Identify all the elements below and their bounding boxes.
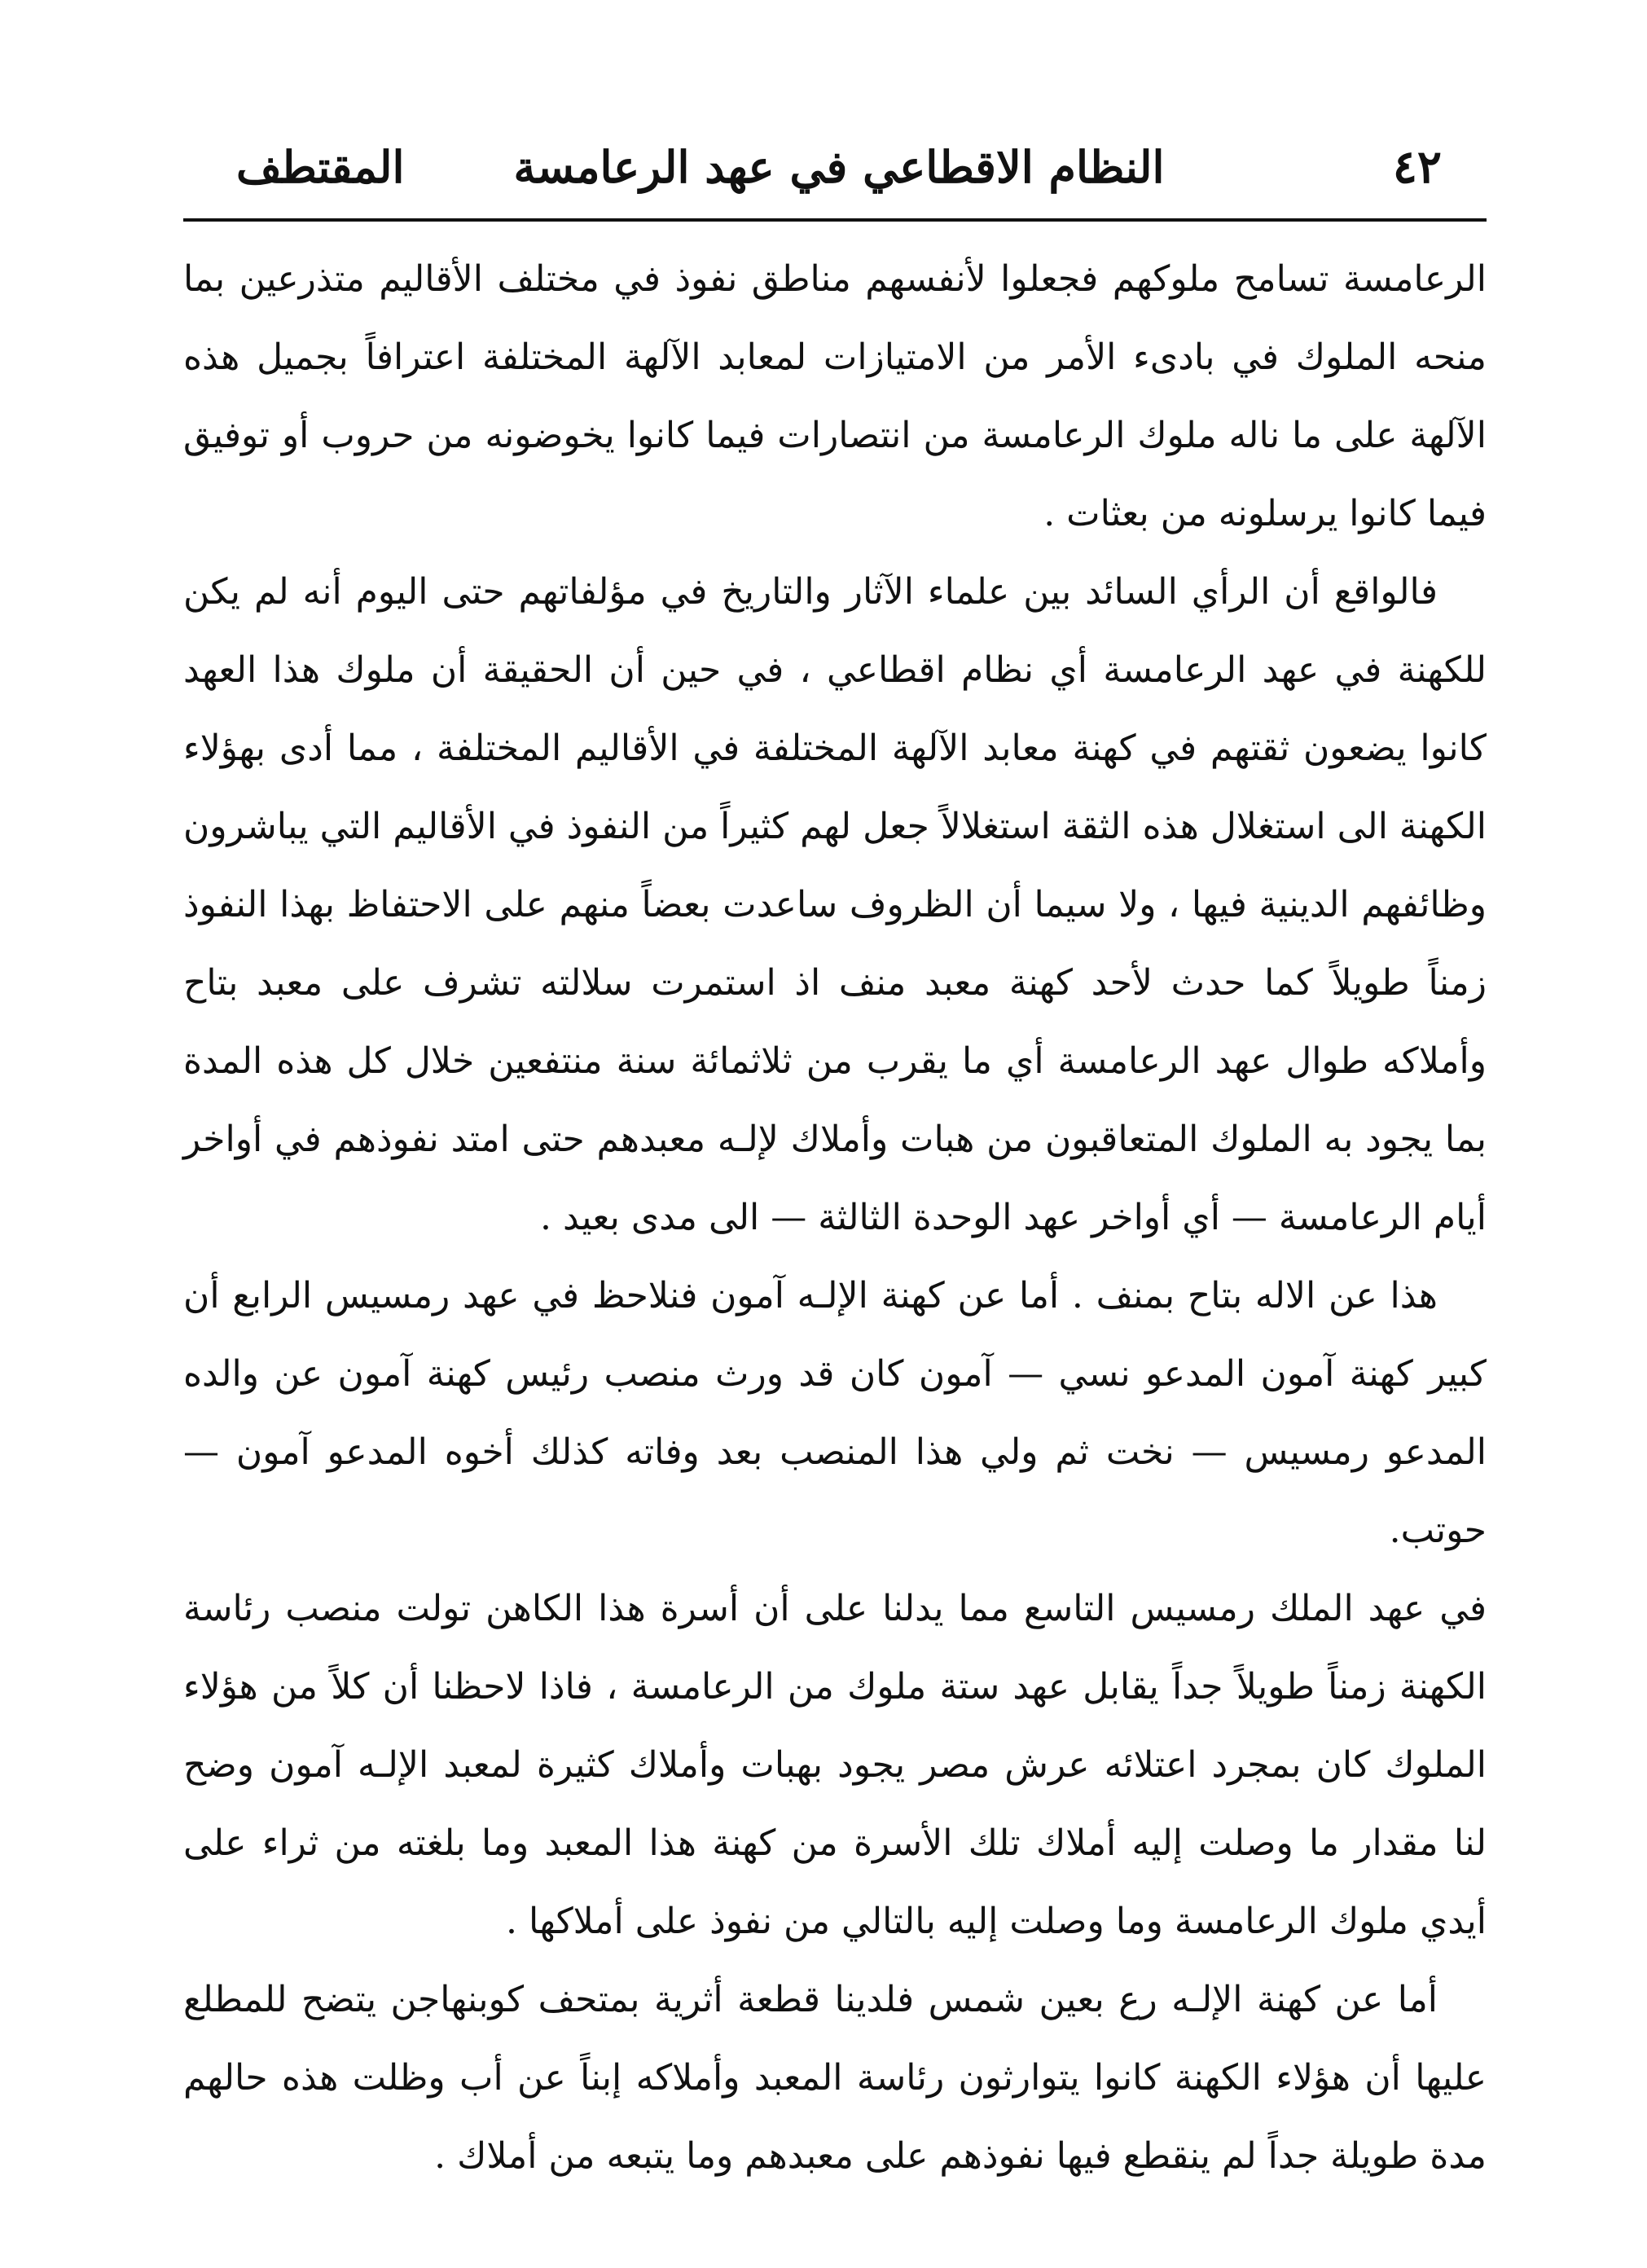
paragraph-3: هذا عن الاله بتاح بمنف . أما عن كهنة الإلـه آمون فنلاحظ في عهد رمسيس الرابع أن كبير كهنة آمون المدعو نسي — آمون كان قد ورث منصب رئيس كهنة آمون عن والده المدعو رمسيس — نخت ثم ولي هذا المنصب بعد وفاته كذلك أخوه المدعو آمون — حوتب.: [183, 1275, 1487, 1551]
article-body: [183, 240, 1487, 2195]
running-header: [236, 122, 1442, 212]
paragraph-5: أما عن كهنة الإلـه رع بعين شمس فلدينا قطعة أثرية بمتحف كوبنهاجن يتضح للمطلع عليها أن هؤلاء الكهنة كانوا يتوارثون رئاسة المعبد وأملاكه إبناً عن أب وظلت هذه حالهم مدة طويلة جداً لم ينقطع فيها نفوذهم على معبدهم وما يتبعه من أملاك .: [183, 1979, 1487, 2177]
paragraph-1: الرعامسة تسامح ملوكهم فجعلوا لأنفسهم مناطق نفوذ في مختلف الأقاليم متذرعين بما منحه الملوك في بادىء الأمر من الامتيازات لمعابد الآلهة المختلفة اعترافاً بجميل هذه الآلهة على ما ناله ملوك الرعامسة من انتصارات فيما كانوا يخوضونه من حروب أو توفيق فيما كانوا يرسلونه من بعثات .: [183, 258, 1487, 534]
header-divider: [183, 218, 1487, 222]
article-title: النظام الاقطاعي في عهد الرعامسة: [513, 141, 1165, 193]
paragraph-2: فالواقع أن الرأي السائد بين علماء الآثار والتاريخ في مؤلفاتهم حتى اليوم أنه لم يكن للكهنة في عهد الرعامسة أي نظام اقطاعي ، في حين أن الحقيقة أن ملوك هذا العهد كانوا يضعون ثقتهم في كهنة معابد الآلهة المختلفة في الأقاليم المختلفة ، مما أدى بهؤلاء الكهنة الى استغلال هذه الثقة استغلالاً جعل لهم كثيراً من النفوذ في الأقاليم التي يباشرون وظائفهم الدينية فيها ، ولا سيما أن الظروف ساعدت بعضاً منهم على الاحتفاظ بهذا النفوذ زمناً طويلاً كما حدث لأحد كهنة معبد منف اذ استمرت سلالته تشرف على معبد بتاح وأملاكه طوال عهد الرعامسة أي ما يقرب من ثلاثمائة سنة منتفعين خلال كل هذه المدة بما يجود به الملوك المتعاقبون من هبات وأملاك لإلـه معبدهم حتى امتد نفوذهم في أواخر أيام الرعامسة — أي أواخر عهد الوحدة الثالثة — الى مدى بعيد .: [183, 571, 1487, 1238]
page-number: ٤٢: [1392, 140, 1442, 194]
journal-name: المقتطف: [236, 141, 405, 193]
paragraph-4: في عهد الملك رمسيس التاسع مما يدلنا على أن أسرة هذا الكاهن تولت منصب رئاسة الكهنة زمناً طويلاً جداً يقابل عهد ستة ملوك من الرعامسة ، فاذا لاحظنا أن كلاً من هؤلاء الملوك كان بمجرد اعتلائه عرش مصر يجود بهبات وأملاك كثيرة لمعبد الإلـه آمون وضح لنا مقدار ما وصلت إليه أملاك تلك الأسرة من كهنة هذا المعبد وما بلغته من ثراء على أيدي ملوك الرعامسة وما وصلت إليه بالتالي من نفوذ على أملاكها .: [183, 1588, 1487, 1942]
